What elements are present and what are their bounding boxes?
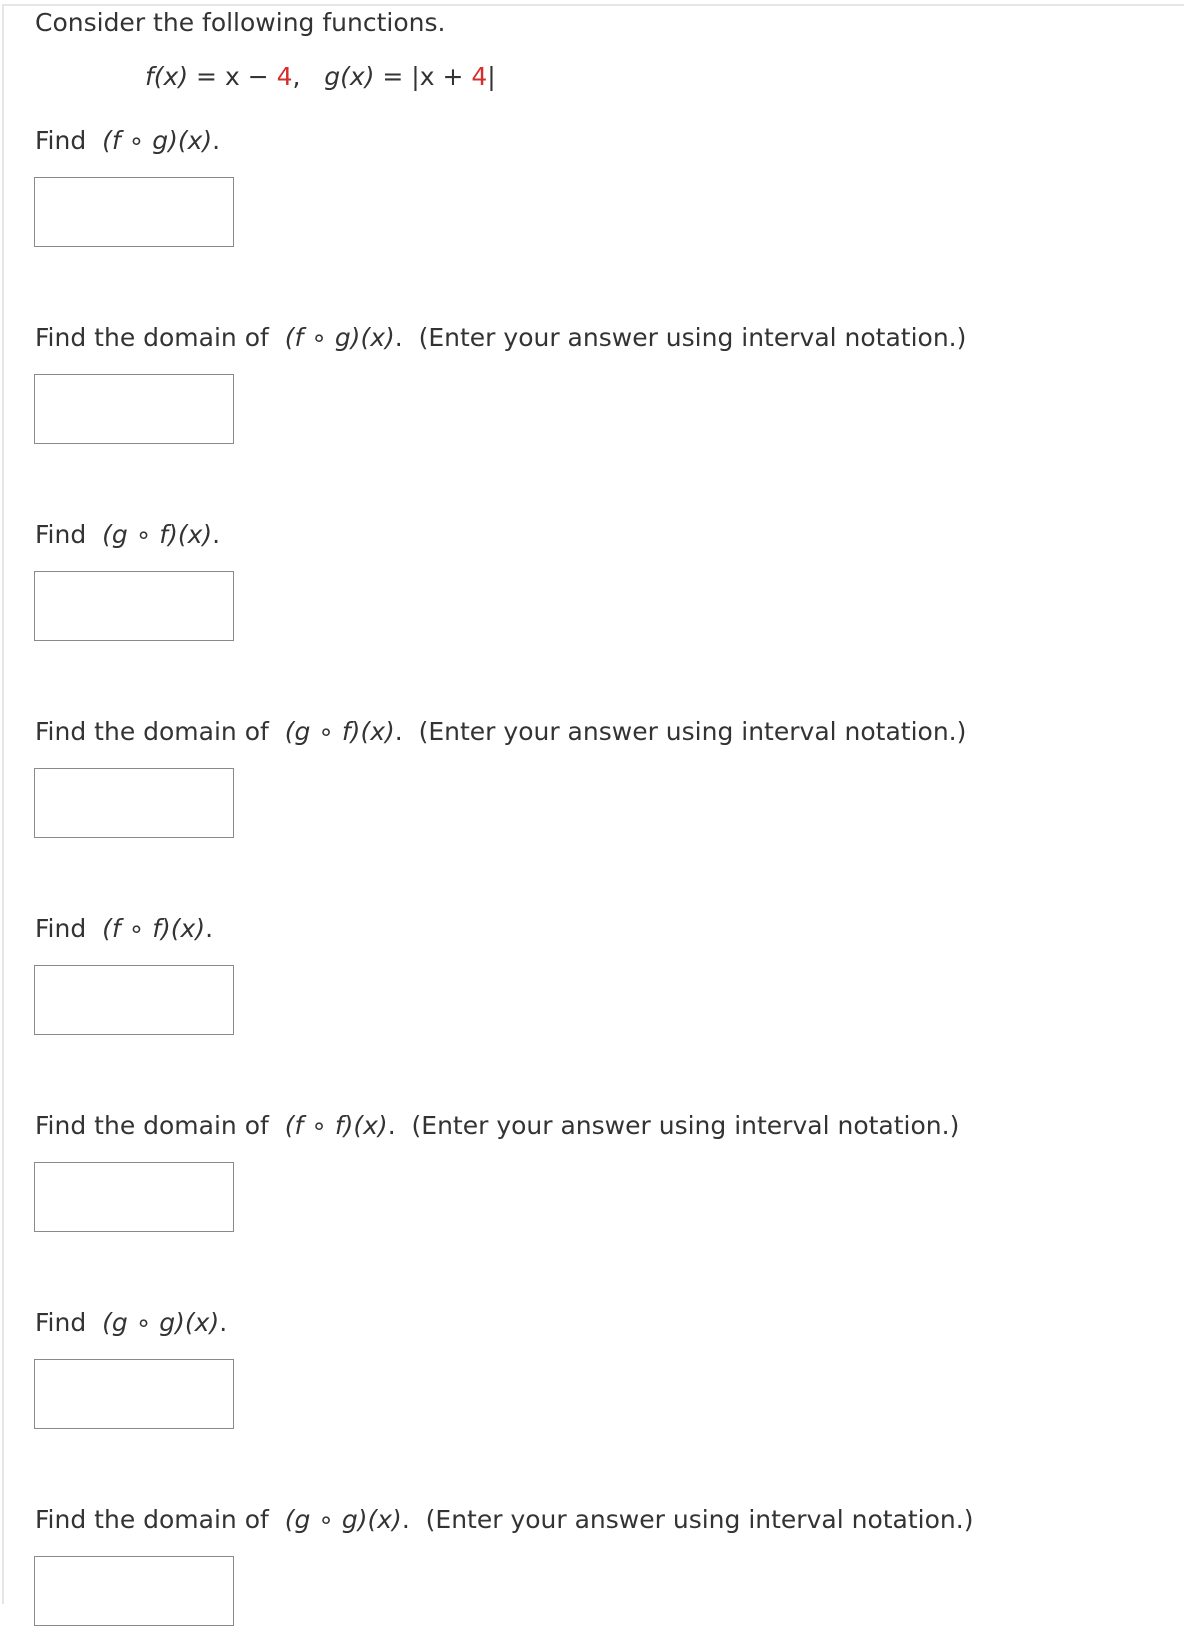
- question-3-prompt: [35, 520, 220, 550]
- prompt-prefix: Find: [35, 914, 103, 943]
- prompt-prefix: Find: [35, 520, 103, 549]
- prompt-suffix: .: [205, 914, 214, 943]
- question-6-prompt: [35, 1111, 959, 1141]
- prompt-suffix: .: [212, 520, 221, 549]
- g-abs-close: |: [487, 62, 496, 91]
- prompt-prefix: Find the domain of: [35, 717, 285, 746]
- answer-input-fof-domain[interactable]: [34, 1162, 234, 1232]
- composition-expression: (g ∘ f)(x): [102, 520, 213, 549]
- prompt-suffix: .: [219, 1308, 228, 1337]
- question-8-prompt: [35, 1505, 973, 1535]
- g-constant: 4: [471, 62, 488, 91]
- composition-expression: (f ∘ f)(x): [284, 1111, 388, 1140]
- g-name: g(x): [324, 62, 375, 91]
- composition-expression: (g ∘ g)(x): [284, 1505, 402, 1534]
- answer-input-gog-domain[interactable]: [34, 1556, 234, 1626]
- problem-intro: Consider the following functions.: [35, 8, 446, 37]
- composition-expression: (f ∘ g)(x): [284, 323, 395, 352]
- prompt-suffix: . (Enter your answer using interval notation.): [394, 323, 967, 352]
- f-constant: 4: [276, 62, 293, 91]
- prompt-prefix: Find the domain of: [35, 1505, 285, 1534]
- composition-expression: (g ∘ f)(x): [284, 717, 395, 746]
- function-separator: ,: [292, 62, 325, 91]
- question-7-prompt: [35, 1308, 227, 1338]
- prompt-suffix: . (Enter your answer using interval notation.): [394, 717, 967, 746]
- function-definitions: [145, 62, 496, 92]
- prompt-prefix: Find the domain of: [35, 1111, 285, 1140]
- prompt-prefix: Find: [35, 126, 103, 155]
- g-expression: = |x +: [374, 62, 472, 91]
- composition-expression: (f ∘ g)(x): [102, 126, 213, 155]
- f-name: f(x): [145, 62, 189, 91]
- answer-input-fog-domain[interactable]: [34, 374, 234, 444]
- question-4-prompt: [35, 717, 966, 747]
- prompt-suffix: . (Enter your answer using interval notation.): [387, 1111, 960, 1140]
- question-2-prompt: [35, 323, 966, 353]
- prompt-suffix: .: [212, 126, 221, 155]
- answer-input-fof[interactable]: [34, 965, 234, 1035]
- composition-expression: (g ∘ g)(x): [102, 1308, 220, 1337]
- question-5-prompt: [35, 914, 213, 944]
- composition-expression: (f ∘ f)(x): [102, 914, 206, 943]
- f-expression: = x −: [188, 62, 277, 91]
- answer-input-gof-domain[interactable]: [34, 768, 234, 838]
- prompt-suffix: . (Enter your answer using interval notation.): [401, 1505, 974, 1534]
- question-1-prompt: [35, 126, 220, 156]
- prompt-prefix: Find: [35, 1308, 103, 1337]
- answer-input-gof[interactable]: [34, 571, 234, 641]
- prompt-prefix: Find the domain of: [35, 323, 285, 352]
- answer-input-fog[interactable]: [34, 177, 234, 247]
- answer-input-gog[interactable]: [34, 1359, 234, 1429]
